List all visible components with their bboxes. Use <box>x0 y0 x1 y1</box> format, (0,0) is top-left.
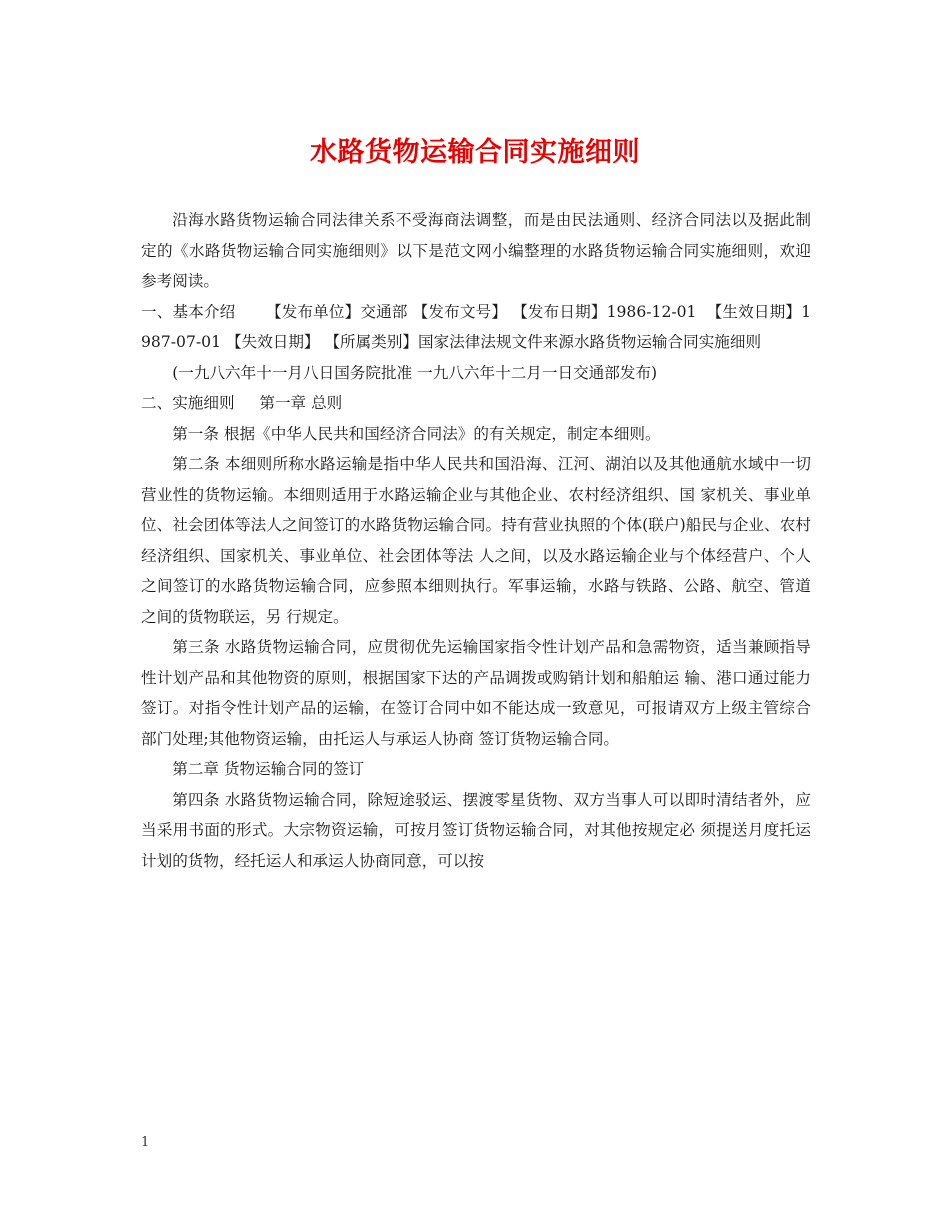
paragraph-approval-note: (一九八六年十一月八日国务院批准 一九八六年十二月一日交通部发布) <box>172 363 658 382</box>
paragraph-basic-info: 一、基本介绍 【发布单位】交通部 【发布文号】 【发布日期】1986-12-01 【生效日期】1987-07-01 【失效日期】 【所属类别】国家法律法规文件来源水路货物运输合同实施细则 <box>141 302 811 351</box>
paragraph-intro: 沿海水路货物运输合同法律关系不受海商法调整，而是由民法通则、经济合同法以及据此制定的《水路货物运输合同实施细则》以下是范文网小编整理的水路货物运输合同实施细则，欢迎参考阅读。 <box>141 211 811 290</box>
paragraph-article-2: 第二条 本细则所称水路运输是指中华人民共和国沿海、江河、湖泊以及其他通航水域中一切营业性的货物运输。本细则适用于水路运输企业与其他企业、农村经济组织、国 家机关、事业单位、社会团体等法人之间签订的水路货物运输合同。持有营业执照的个体(联户)船民与企业、农村经济组织、国家机关、事业单位、社会团体等法 人之间，以及水路运输企业与个体经营户、个人之间签订的水路货物运输合同，应参照本细则执行。军事运输，水路与铁路、公路、航空、管道之间的货物联运，另 行规定。 <box>141 455 811 626</box>
document-title: 水路货物运输合同实施细则 <box>310 137 640 168</box>
page-number: 1 <box>141 1135 150 1150</box>
paragraph-article-3: 第三条 水路货物运输合同，应贯彻优先运输国家指令性计划产品和急需物资，适当兼顾指导性计划产品和其他物资的原则，根据国家下达的产品调拨或购销计划和船舶运 输、港口通过能力签订。对指令性计划产品的运输，在签订合同中如不能达成一致意见，可报请双方上级主管综合部门处理;其他物资运输，由托运人与承运人协商 签订货物运输合同。 <box>141 638 811 748</box>
document-body <box>141 205 811 876</box>
paragraph-chapter-one-heading: 二、实施细则 第一章 总则 <box>141 394 343 412</box>
paragraph-article-4: 第四条 水路货物运输合同，除短途驳运、摆渡零星货物、双方当事人可以即时清结者外，应当采用书面的形式。大宗物资运输，可按月签订货物运输合同，对其他按规定必 须提送月度托运计划的货物，经托运人和承运人协商同意，可以按 <box>141 790 811 870</box>
paragraph-article-1: 第一条 根据《中华人民共和国经济合同法》的有关规定，制定本细则。 <box>172 424 661 443</box>
paragraph-chapter-two-heading: 第二章 货物运输合同的签订 <box>172 760 365 778</box>
